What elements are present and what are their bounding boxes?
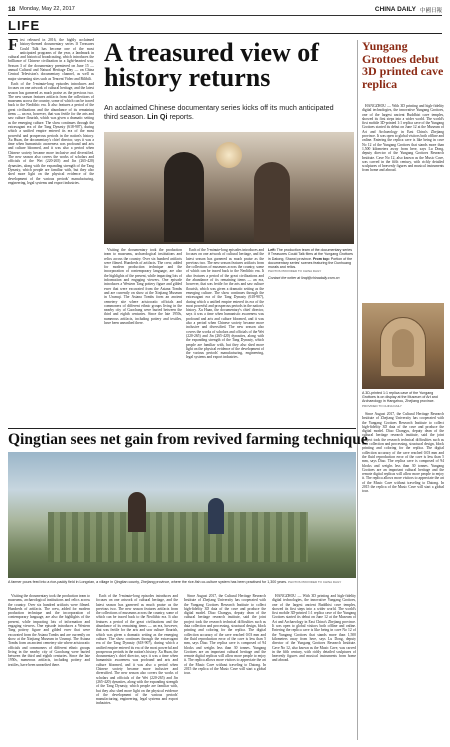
caption-text: The production team of the documentary series If Treasures Could Talk films at the Yungang Grottoes in Datong, Shanxi province. (268, 248, 353, 261)
photo-figure (254, 162, 290, 242)
story1-col4-text: Each of the 5-minute-long episodes introduces and focuses on one artwork of cultural heritage, and the latest season has garnered as much praise as the previous two. The new season features artifacts from the collections of museums across the country, some of which can be traced back to the Neolithic era. It also features a period of the great civilizations and the abundance of its remaining items — an era, however, that was fertile for the arts and saw culture flourish, which was given a dramatic setting as the emerging culture. The show continues through the extravagant era of the Tang Dynasty (618-907), during which a unified empire entered its era of the most powerful and prosperous periods in the nation's history. Xu Huan, the documentary's chief director, says it was a time when humanistic awareness was profound and arts and culture bloomed, and it was also a period when Chinese society became more inclusive and diversified. The new season also covers the works of scholars and officials of the Wei (220-265) and Jin (265-420) dynasties, along with the expanding strength of the Tang Dynasty, which people are familiar with, but they also shed more light on the physical evidence of the development of the various periods' manufacturing, engineering, legal systems and export industries. (186, 248, 264, 360)
documentary-production-photo (104, 132, 354, 244)
story3-rule (8, 428, 356, 429)
photo-farmer (128, 492, 146, 532)
story1-col4 (186, 248, 264, 426)
story3-col4-text: HANGZHOU — With 3D printing and high-fidelity digital technologies, the innovative Yungang Grottoes, one of the largest ancient Buddhist cave temples, showed its first steps into a wider world. The world's first mobile 3D-printed 1:1 replica cave of the Yungang Grottoes started its debut on June 12 at the Museum of Art and Archaeology in East China's Zhejiang province. It was open to global visitors both offline and online. Entering the replica cave is like being in cave No 12 of the Yungang Grottoes that stands more than 1,500 kilometers away from here, says Lu Dong, deputy director of the Yungang Grottoes Research Institute. Cave No 12, also known as the Music Cave, was carved in the fifth century, with richly detailed sculptures of heavenly figures and musical instruments from home and abroad. (272, 594, 356, 663)
story3-col1 (8, 594, 90, 744)
story3-col1-text: Visiting the documentary took the production team to museums, archaeological institutions and relics across the country. Over six hundred artifacts were filmed. Hundreds of artifacts. The crew, added for modern production technique and the incorporation of contemporary language, are also the highlights of the present, while impacting lots of information and engaging viewers. One episode introduces a Western Tang pottery figure and gilded ewer that were excavated from the Astana Tombs and are currently on show at the Xinjiang Museum in Urumqi. The Astana Tombs form an ancient cemetery site where aristocratic officials and commoners of different ethnic groups living in the nearby city of Gaochang were buried between the third and eighth centuries. Since the late 1950s, numerous artifacts, including pottery and textiles, have been unearthed there. (8, 594, 90, 667)
story2-caption-credit: PROVIDED TO CHINA DAILY (362, 403, 402, 408)
page-date: Monday, May 22, 2017 (19, 6, 75, 12)
photo-farmer (208, 498, 224, 534)
story2-body (362, 104, 444, 300)
story3-caption (8, 580, 356, 584)
story3-col2-text: Each of the 5-minute-long episodes introduces and focuses on one artwork of cultural heritage, and the latest season has garnered as much praise as the previous two. The new season features artifacts from the collections of museums across the country, some of which can be traced back to the Neolithic era. It also features a period of the great civilizations and the abundance of its remaining items — an era, however, that was fertile for the arts and saw culture flourish, which was given a dramatic setting as the emerging culture. The show continues through the extravagant era of the Tang Dynasty (618-907), during which a unified empire entered its era of the most powerful and prosperous periods in the nation's history. Xu Huan, the documentary's chief director, says it was a time when humanistic awareness was profound and arts and culture bloomed, and it was also a period when Chinese society became more inclusive and diversified. The new season also covers the works of scholars and officials of the Wei (220-265) and Jin (265-420) dynasties, along with the expanding strength of the Tang Dynasty, which people are familiar with, but they also shed more light on the physical evidence of the development of the various periods' manufacturing, engineering, legal systems and export industries. (96, 594, 178, 706)
story1-byline: Lin Qi (147, 111, 168, 121)
caption-text2: Portion of the documentary series' scenes featuring the Dunhuang murals and relics. (268, 256, 353, 270)
story2-caption-text: A 3D-printed 1:1 replica cave of the Yungang Grottoes is on display at the Museum of Art and Archaeology in Hangzhou, Zhejiang province. (362, 391, 438, 404)
story1-deck-text: An acclaimed Chinese documentary series kicks off its much anticipated third season. (104, 103, 334, 121)
story2-body-text: HANGZHOU — With 3D printing and high-fidelity digital technologies, the innovative Yungang Grottoes, one of the largest ancient Buddhist cave temples, showed its first steps into a wider world. The world's first mobile 3D-printed 1:1 replica cave of the Yungang Grottoes started its debut on June 12 at the Museum of Art and Archaeology in East China's Zhejiang province. It was open to global visitors both offline and online. Entering the replica cave is like being in cave No 12 of the Yungang Grottoes that stands more than 1,500 kilometers away from here, says Lu Dong, deputy director of the Yungang Grottoes Research Institute. Cave No 12, also known as the Music Cave, was carved in the fifth century, with richly detailed sculptures of heavenly figures and musical instruments from home and abroad. (362, 104, 444, 173)
story1-col2: Each of the 5-minute-long episodes introduces and focuses on one artwork of cultural heritage, and the latest season has garnered as much praise as the previous two. The new season features artifacts from the collections of museums across the country, some of which can be traced back to the Neolithic era. It also features a period of the great civilizations and the abundance of its remaining items — an era, however, that was fertile for the arts and saw culture flourish, which was given a dramatic setting as the emerging culture. The show continues through the extravagant era of the Tang Dynasty (618-907), during which a unified empire entered its era of the most powerful and prosperous periods in the nation's history. Xu Huan, the documentary's chief director, says it was a time when humanistic awareness was profound and arts and culture bloomed, and it was also a period when Chinese society became more inclusive and diversified. The new season also covers the works of scholars and officials of the Wei (220-265) and Jin (265-420) dynasties, along with the expanding strength of the Tang Dynasty, which people are familiar with, but they also shed more light on the physical evidence of the development of the various periods' manufacturing, engineering, legal systems and export industries. (8, 81, 94, 185)
caption-lead: Left: (268, 248, 276, 252)
story3-col3-text: Since August 2017, the Cultural Heritage Research Institute of Zhejiang University has cooperated with the Yungang Grottoes Research Institute to collect high-fidelity 3D data of the cave and produce the digital model. Diao Changyu, deputy dean of the cultural heritage research institute, said the joint project took the research technical difficulties such as data collection and processing, structural design, block printing and coloring for the replica. The digital collection accuracy of the cave reached 0.03 mm and the fluid reproduction error of the cave is less than 5 mm, says Diao. The replica cave is composed of 94 blocks and weighs less than 30 tonnes. Yungang Grottoes are an important cultural heritage and the remote digital replicas will allow more people to enjoy it. The replica allows more visitors to appreciate the art of the Music Cave without traveling to Datong. In 2015 the replica of the Music Cave will start a global tour. (184, 594, 266, 676)
replica-cave-photo (362, 303, 444, 389)
rice-fish-field-photo (8, 452, 356, 578)
story3-caption-credit: PHOTOS PROVIDED TO CHINA DAILY (288, 580, 342, 584)
photo-statue (392, 329, 414, 367)
page-number: 18 (8, 6, 16, 13)
story3-col4 (272, 594, 356, 744)
story1-lead-text: irst released in 2016, the highly acclaimed history-themed documentary series If Treasures Could Talk has become one of the most anticipated programs of the year, a landmark in cultural and historical broadcasting, which introduces the brilliance of Chinese civilization in a light-hearted way. Season 3 of the documentary premiered on June 15 — annual Cultural and Natural Heritage Day — on China Central Television's documentary channel, as well as major streaming sites such as Tencent Video and Bilibili. (8, 38, 94, 81)
photo-figure (164, 152, 204, 242)
story3-col3 (184, 594, 266, 744)
photo-light (216, 142, 242, 168)
dropcap: F (8, 38, 19, 54)
story3-caption-text: A farmer pours feed into a rice-paddy field in Longxian, a village in Qingtian county, Zhejiang province, where the rice-fish co-culture system has been practised for 1,300 years. (8, 580, 287, 584)
story3-headline: Qingtian sees net gain from revived farming technique (8, 431, 368, 448)
main-photo-caption (268, 248, 354, 280)
caption-lead2: From top: (312, 256, 330, 261)
story3-col2 (96, 594, 178, 744)
story1-col3 (104, 248, 182, 426)
photo-field (48, 512, 308, 562)
story2-body2-text: Since August 2017, the Cultural Heritage Research Institute of Zhejiang University has cooperated with the Yungang Grottoes Research Institute to collect high-fidelity 3D data of the cave and produce the digital model. Diao Changyu, deputy dean of the cultural heritage research institute, said the joint project took the research technical difficulties such as data collection and processing, structural design, block printing and coloring for the replica. The digital collection accuracy of the cave reached 0.03 mm and the fluid reproduction error of the cave is less than 5 mm, says Diao. The replica cave is composed of 94 blocks and weighs less than 30 tonnes. Yungang Grottoes are an important cultural heritage and the remote digital replicas will allow more people to enjoy it. The replica allows more visitors to appreciate the art of the Music Cave without traveling to Datong. In 2015 the replica of the Music Cave will start a global tour. (362, 412, 444, 494)
story1-col3-text: Visiting the documentary took the production team to museums, archaeological institutions and relics across the country. Over six hundred artifacts were filmed. Hundreds of artifacts. The crew, added for modern production technique and the incorporation of contemporary language, are also the highlights of the present, while impacting lots of information and engaging viewers. One episode introduces a Western Tang pottery figure and gilded ewer that were excavated from the Astana Tombs and are currently on show at the Xinjiang Museum in Urumqi. The Astana Tombs form an ancient cemetery site where aristocratic officials and commoners of different ethnic groups living in the nearby city of Gaochang were buried between the third and eighth centuries. Since the late 1950s, numerous artifacts, including pottery and textiles, have been unearthed there. (104, 248, 182, 326)
story1-headline: A treasured view of history returns (104, 38, 319, 92)
writer-contact: Contact the writer at linqi@chinadaily.com.cn (268, 275, 340, 280)
story1-deck (104, 104, 334, 121)
brand-name-cn: 中國日報 (419, 7, 442, 14)
page-header (8, 4, 442, 16)
column-divider (357, 40, 358, 740)
caption-credit: PHOTOS PROVIDED TO CHINA DAILY (268, 269, 322, 274)
story1-byline-suffix: reports. (169, 111, 194, 121)
section-title: LIFE (8, 18, 41, 33)
section-rule (8, 33, 442, 34)
replica-cave-caption (362, 391, 444, 408)
story1-lead (8, 38, 94, 426)
brand-name: CHINA DAILY (374, 5, 416, 13)
story2-body2 (362, 412, 444, 742)
story2-headline: Yungang Grottoes debut 3D printed cave replica (362, 39, 444, 91)
